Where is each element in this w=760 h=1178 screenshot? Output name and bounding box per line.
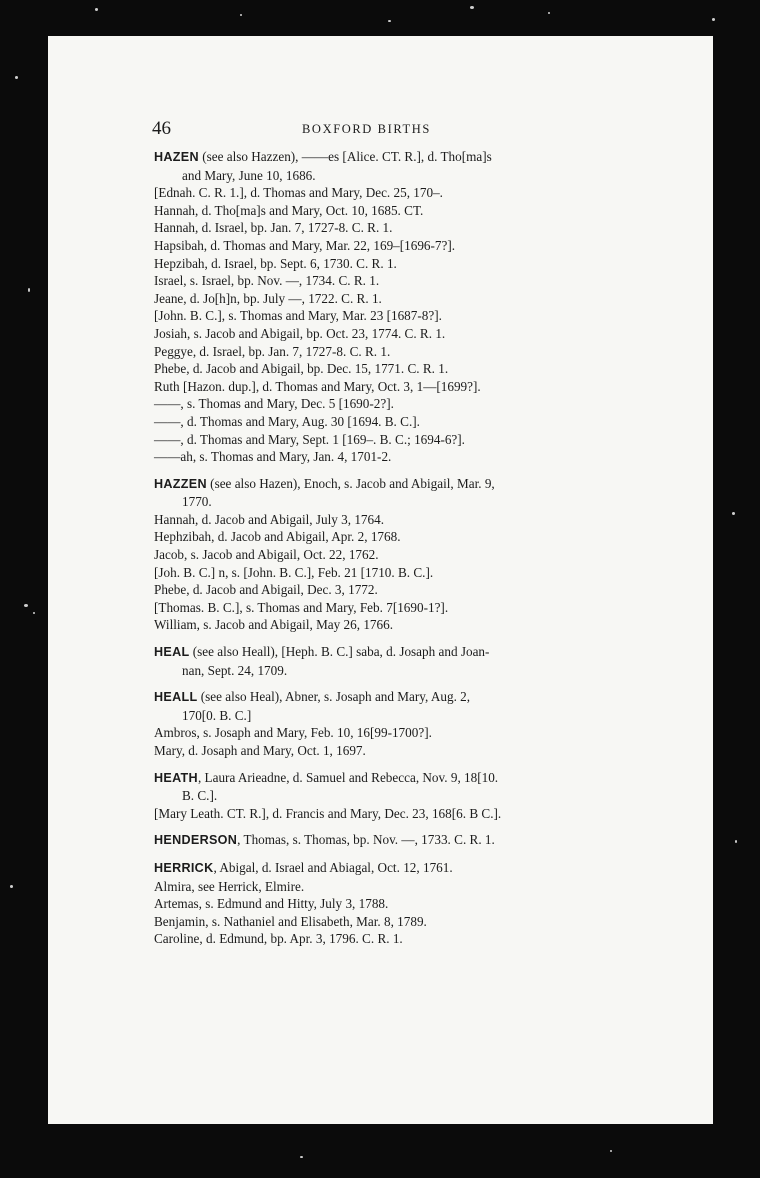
entry-continuation-line <box>154 167 604 185</box>
entry-text: Benjamin, s. Nathaniel and Elisabeth, Mar. 8, 1789. <box>154 913 427 929</box>
entry-text: [Ednah. C. R. 1.], d. Thomas and Mary, Dec. 25, 170–. <box>154 185 443 201</box>
surname-group <box>154 688 604 759</box>
entry-text: ——ah, s. Thomas and Mary, Jan. 4, 1701-2. <box>154 449 392 465</box>
entry-line <box>154 448 604 466</box>
entry-line <box>154 511 604 529</box>
entry-line <box>154 219 604 237</box>
entry-text: [John. B. C.], s. Thomas and Mary, Mar. 23 [1687-8?]. <box>154 308 442 324</box>
entry-text: 1770. <box>182 494 212 510</box>
scan-speck <box>28 288 30 292</box>
page-header <box>152 118 602 142</box>
entry-text: Hephzibah, d. Jacob and Abigail, Apr. 2, 1768. <box>154 529 401 545</box>
scan-speck <box>610 1150 612 1152</box>
entry-line <box>154 878 604 896</box>
entry-text: [Mary Leath. CT. R.], d. Francis and Mary, Dec. 23, 168[6. B C.]. <box>154 805 502 821</box>
entry-text: Jeane, d. Jo[h]n, bp. July —, 1722. C. R. 1. <box>154 290 382 306</box>
entry-text: ——, d. Thomas and Mary, Aug. 30 [1694. B. C.]. <box>154 413 420 429</box>
entry-text: Josiah, s. Jacob and Abigail, bp. Oct. 23, 1774. C. R. 1. <box>154 325 446 341</box>
scan-speck <box>470 6 474 9</box>
surname-heading-line <box>154 475 604 494</box>
entry-text: Hannah, d. Tho[ma]s and Mary, Oct. 10, 1685. CT. <box>154 202 424 218</box>
entry-text: , Thomas, s. Thomas, bp. Nov. —, 1733. C. R. 1. <box>237 832 495 848</box>
entry-line <box>154 290 604 308</box>
surname-heading-line <box>154 831 604 850</box>
entry-text: Hannah, d. Israel, bp. Jan. 7, 1727-8. C. R. 1. <box>154 220 393 236</box>
entry-text: [Joh. B. C.] n, s. [John. B. C.], Feb. 21 [1710. B. C.]. <box>154 564 434 580</box>
entry-text: (see also Heall), [Heph. B. C.] saba, d. Josaph and Joan- <box>189 644 490 660</box>
entry-line <box>154 581 604 599</box>
entry-text: and Mary, June 10, 1686. <box>182 167 316 183</box>
surname-label: HEATH <box>154 770 198 785</box>
entry-line <box>154 202 604 220</box>
surname-label: HEALL <box>154 690 198 705</box>
entry-line <box>154 395 604 413</box>
entry-text: , Laura Arieadne, d. Samuel and Rebecca, Nov. 9, 18[10. <box>197 769 499 785</box>
entry-continuation-line <box>154 493 604 511</box>
surname-group <box>154 475 604 634</box>
entry-line <box>154 913 604 931</box>
entry-text: (see also Hazen), Enoch, s. Jacob and Abigail, Mar. 9, <box>206 475 495 491</box>
entry-text: Almira, see Herrick, Elmire. <box>154 878 305 894</box>
entry-line <box>154 184 604 202</box>
entry-text: William, s. Jacob and Abigail, May 26, 1766. <box>154 617 394 633</box>
entry-text: Jacob, s. Jacob and Abigail, Oct. 22, 1762. <box>154 547 379 563</box>
scan-speck <box>24 604 28 607</box>
entry-text: Israel, s. Israel, bp. Nov. —, 1734. C. R. 1. <box>154 273 380 289</box>
entry-line <box>154 930 604 948</box>
surname-label: HAZEN <box>154 150 199 164</box>
scan-speck <box>388 20 391 22</box>
surname-label: HAZZEN <box>154 476 207 491</box>
entry-text: (see also Hazzen), ——es [Alice. CT. R.], d. Tho[ma]s <box>198 149 492 164</box>
surname-group <box>154 769 604 823</box>
scan-speck <box>10 885 13 888</box>
entry-line <box>154 325 604 343</box>
entry-text: [Thomas. B. C.], s. Thomas and Mary, Feb. 7[1690-1?]. <box>154 599 449 615</box>
scan-speck <box>735 840 737 843</box>
entry-continuation-line <box>154 662 604 680</box>
entry-line <box>154 742 604 760</box>
scan-speck <box>15 76 18 79</box>
entry-line <box>154 272 604 290</box>
entry-text: Ruth [Hazon. dup.], d. Thomas and Mary, Oct. 3, 1—[1699?]. <box>154 378 481 394</box>
entry-text: (see also Heal), Abner, s. Josaph and Mary, Aug. 2, <box>197 689 471 705</box>
surname-heading-line <box>154 688 604 707</box>
entry-line <box>154 307 604 325</box>
scan-speck <box>240 14 242 16</box>
entry-line <box>154 616 604 634</box>
scan-speck <box>33 612 35 614</box>
entry-text: 170[0. B. C.] <box>182 707 252 723</box>
entry-text: nan, Sept. 24, 1709. <box>182 662 288 678</box>
entry-line <box>154 546 604 564</box>
entry-line <box>154 237 604 255</box>
scan-speck <box>95 8 98 11</box>
entry-text: , Abigal, d. Israel and Abiagal, Oct. 12, 1761. <box>213 859 453 875</box>
entry-text: ——, d. Thomas and Mary, Sept. 1 [169–. B. C.; 1694-6?]. <box>154 431 465 447</box>
entry-text: Phebe, d. Jacob and Abigail, Dec. 3, 1772. <box>154 582 378 598</box>
entry-line <box>154 895 604 913</box>
scan-speck <box>712 18 715 21</box>
entry-line <box>154 805 604 823</box>
scan-speck <box>732 512 735 515</box>
entry-line <box>154 343 604 361</box>
entry-text: B. C.]. <box>182 788 218 804</box>
entry-line <box>154 360 604 378</box>
entry-line <box>154 413 604 431</box>
surname-group <box>154 831 604 850</box>
entry-text: Phebe, d. Jacob and Abigail, bp. Dec. 15, 1771. C. R. 1. <box>154 361 449 377</box>
surname-group <box>154 859 604 948</box>
entry-line <box>154 599 604 617</box>
entry-line <box>154 378 604 396</box>
entry-text: Mary, d. Josaph and Mary, Oct. 1, 1697. <box>154 743 366 758</box>
surname-label: HEAL <box>154 645 190 660</box>
entry-continuation-line <box>154 707 604 725</box>
surname-label: HERRICK <box>154 860 214 875</box>
record-list <box>154 148 604 957</box>
entry-line <box>154 564 604 582</box>
entry-text: Caroline, d. Edmund, bp. Apr. 3, 1796. C. R. 1. <box>154 931 403 947</box>
entry-continuation-line <box>154 787 604 805</box>
entry-line <box>154 724 604 742</box>
surname-heading-line <box>154 148 604 167</box>
surname-heading-line <box>154 643 604 662</box>
scan-speck <box>300 1156 303 1158</box>
surname-heading-line <box>154 859 604 878</box>
entry-line <box>154 431 604 449</box>
entry-text: ——, s. Thomas and Mary, Dec. 5 [1690-2?]. <box>154 396 394 412</box>
entry-text: Hapsibah, d. Thomas and Mary, Mar. 22, 169–[1696-7?]. <box>154 237 456 253</box>
entry-text: Hannah, d. Jacob and Abigail, July 3, 1764. <box>154 511 385 527</box>
entry-line <box>154 528 604 546</box>
entry-text: Hepzibah, d. Israel, bp. Sept. 6, 1730. C. R. 1. <box>154 255 397 271</box>
scan-speck <box>548 12 550 14</box>
entry-text: Peggye, d. Israel, bp. Jan. 7, 1727-8. C. R. 1. <box>154 343 391 359</box>
entry-line <box>154 255 604 273</box>
surname-label: HENDERSON <box>154 833 238 848</box>
page-number: 46 <box>152 118 171 139</box>
surname-heading-line <box>154 769 604 788</box>
entry-text: Artemas, s. Edmund and Hitty, July 3, 1788. <box>154 896 389 912</box>
surname-group <box>154 148 604 466</box>
running-title: BOXFORD BIRTHS <box>302 122 431 136</box>
entry-text: Ambros, s. Josaph and Mary, Feb. 10, 16[99-1700?]. <box>154 725 432 741</box>
surname-group <box>154 643 604 679</box>
